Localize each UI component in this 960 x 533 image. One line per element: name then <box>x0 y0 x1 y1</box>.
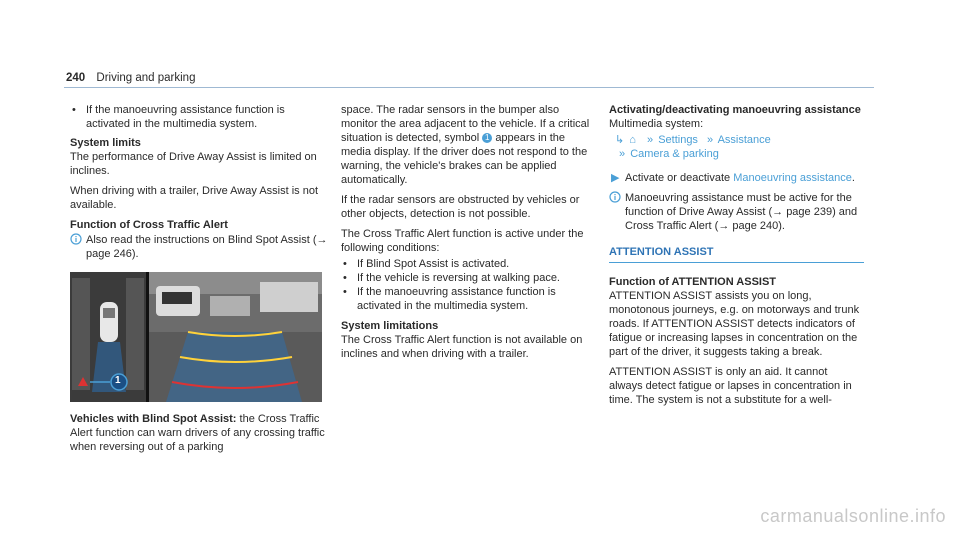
figure-callout-1: 1 <box>115 375 121 386</box>
bullet-text: If the manoeuvring assistance function is activated in the multimedia system. <box>86 104 285 130</box>
column-3 <box>609 103 864 413</box>
note <box>609 191 864 233</box>
path-start-icon: ↳ <box>615 134 625 146</box>
chevron-right-icon: » <box>619 148 626 160</box>
camera-figure <box>70 272 322 402</box>
header-rule <box>64 87 874 88</box>
symbol-1-icon: 1 <box>482 133 492 143</box>
list-item <box>341 285 596 313</box>
action-arrow-icon: ▶ <box>611 172 620 184</box>
condition-text: If Blind Spot Assist is activated. <box>357 258 510 270</box>
info-icon-svg <box>70 233 82 245</box>
col2-p1-before: space. The radar sensors in the bumper also monitor the area adjacent to the vehicle. If a critical situation is detected, symbol <box>341 104 590 144</box>
bullet-icon: • <box>72 104 76 116</box>
multimedia-label: Multimedia system: <box>609 118 704 130</box>
bullet-icon: • <box>343 258 347 270</box>
action-before: Activate or deactivate <box>625 172 731 184</box>
column-1-bottom <box>70 412 328 460</box>
note-text: Manoeuvring assistance must be active for the function of Drive Away Assist (→ page 239) and Cross Traffic Alert (→ page 240). <box>625 192 858 232</box>
action-step <box>609 171 864 185</box>
menu-path <box>615 133 864 147</box>
limitations-text: The Cross Traffic Alert function is not available on inclines and when driving with a trailer. <box>341 334 583 360</box>
list-item <box>341 271 596 285</box>
camera-view-illustration <box>70 272 322 402</box>
col2-p3: The Cross Traffic Alert function is active under the following conditions: <box>341 228 584 254</box>
page-header <box>66 72 195 84</box>
function-p2: ATTENTION ASSIST is only an aid. It cannot always detect fatigue or lapses in concentration in time. The system is not a substitute for a well- <box>609 366 852 406</box>
list-item <box>70 103 328 131</box>
system-limits-p1: The performance of Drive Away Assist is limited on inclines. <box>70 151 317 177</box>
info-icon <box>70 233 86 261</box>
blind-spot-heading: Vehicles with Blind Spot Assist: <box>70 413 237 425</box>
activating-heading: Activating/deactivating manoeuvring assistance <box>609 104 861 116</box>
system-limits-p2: When driving with a trailer, Drive Away Assist is not available. <box>70 185 319 211</box>
system-limits-heading: System limits <box>70 137 141 149</box>
section-title: Driving and parking <box>96 72 196 84</box>
condition-text: If the vehicle is reversing at walking pace. <box>357 272 560 284</box>
blind-spot-text: the Cross Traffic Alert function can warn drivers of any crossing traffic when reversing out of a parking <box>70 413 325 453</box>
menu-path-2 <box>615 147 864 161</box>
list-item <box>341 257 596 271</box>
function-p1: ATTENTION ASSIST assists you on long, monotonous journeys, e.g. on motorways and trunk roads. If ATTENTION ASSIST detects indicators of fatigue or increasing lapses in concentration on the part of the driver, it suggests taking a break. <box>609 290 860 358</box>
chevron-right-icon: » <box>647 134 654 146</box>
path-camera-parking[interactable]: Camera & parking <box>630 148 719 160</box>
attention-assist-title: ATTENTION ASSIST <box>609 245 864 263</box>
note <box>70 233 328 261</box>
bullet-icon: • <box>343 272 347 284</box>
column-2 <box>341 103 596 367</box>
limitations-heading: System limitations <box>341 320 439 332</box>
page-number: 240 <box>66 72 86 84</box>
bullet-icon: • <box>343 286 347 298</box>
path-assistance[interactable]: Assistance <box>717 134 771 146</box>
watermark: carmanualsonline.info <box>760 506 946 526</box>
path-settings[interactable]: Settings <box>658 134 698 146</box>
home-icon[interactable]: ⌂ <box>629 134 636 146</box>
cross-traffic-heading: Function of Cross Traffic Alert <box>70 219 228 231</box>
function-heading: Function of ATTENTION ASSIST <box>609 276 777 288</box>
note-text: Also read the instructions on Blind Spot Assist (→ page 246). <box>86 234 328 260</box>
action-after: . <box>851 172 855 184</box>
col2-p2: If the radar sensors are obstructed by vehicles or other objects, detection is not possible. <box>341 194 580 220</box>
column-1 <box>70 103 328 261</box>
condition-text: If the manoeuvring assistance function is activated in the multimedia system. <box>357 286 556 312</box>
action-link[interactable]: Manoeuvring assistance <box>733 172 852 184</box>
info-icon-svg <box>609 191 621 203</box>
col2-p1-after: appears in the media display. If the driver does not respond to the warning, the vehicle's brakes can be applied automatically. <box>341 132 588 186</box>
chevron-right-icon: » <box>707 134 714 146</box>
info-icon <box>609 191 625 233</box>
